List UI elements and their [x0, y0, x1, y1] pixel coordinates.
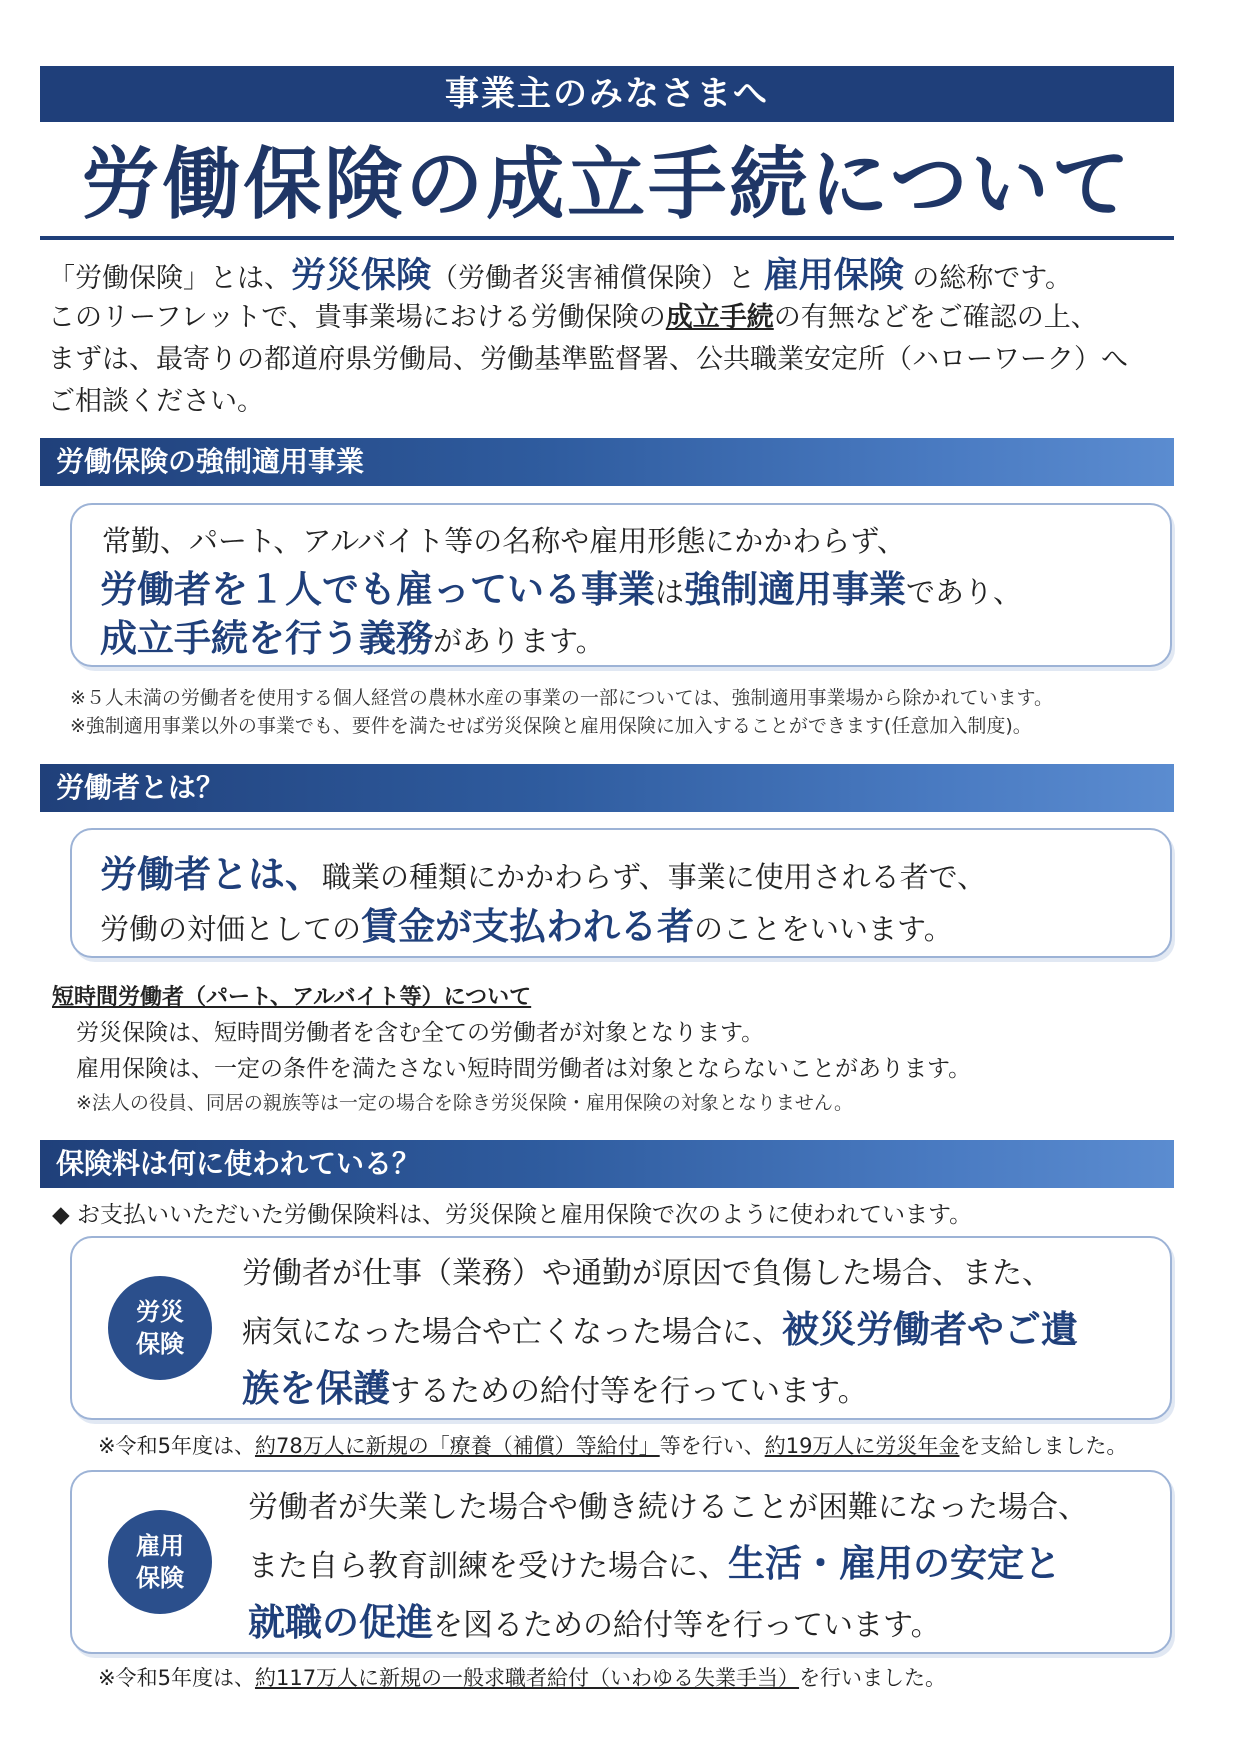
worker-text: 労働の対価としての: [100, 912, 362, 946]
badge-text: 保険: [136, 1564, 184, 1592]
koyou-description: [248, 1480, 1088, 1654]
note-text: を支給しました。: [959, 1434, 1128, 1458]
worker-definition-box: [70, 828, 1172, 958]
part-time-subheading: 短時間労働者（パート、アルバイト等）について: [52, 985, 532, 1010]
intro-text: の総称です。: [912, 263, 1073, 294]
note-underlined: 約117万人に新規の一般求職者給付（いわゆる失業手当）: [254, 1666, 800, 1690]
part-time-line-2: 雇用保険は、一定の条件を満たさない短時間労働者は対象とならないことがあります。: [76, 1056, 972, 1082]
badge-text: 労災: [136, 1298, 184, 1326]
rousai-box: [70, 1236, 1172, 1420]
rousai-description: [242, 1246, 1078, 1420]
header-banner: 事業主のみなさまへ: [40, 66, 1174, 122]
intro-line-1: [48, 255, 1178, 297]
koyou-box: [70, 1470, 1172, 1654]
compulsory-line-1: 常勤、パート、アルバイト等の名称や雇用形態にかかわらず、: [102, 524, 906, 558]
compulsory-note-1: ※５人未満の労働者を使用する個人経営の農林水産の事業の一部については、強制適用事業場から除かれています。: [70, 687, 1054, 709]
worker-text: 職業の種類にかかわらず、事業に使用される者で、: [322, 860, 987, 894]
intro-paragraph: [48, 255, 1178, 423]
note-underlined: 約78万人に新規の「療養（補償）等給付」: [254, 1434, 660, 1458]
section-heading-worker: 労働者とは？: [40, 764, 1174, 812]
koyou-emphasis: 就職の促進: [248, 1601, 433, 1644]
koyou-line-1: 労働者が失業した場合や働き続けることが困難になった場合、: [248, 1490, 1088, 1525]
intro-text: （労働者災害補償保険）と: [431, 263, 756, 294]
koyou-badge: [108, 1510, 212, 1614]
rousai-badge: [108, 1276, 212, 1380]
compulsory-text: は: [655, 575, 685, 609]
koyou-line-2: [248, 1536, 1088, 1595]
note-text: 等を行い、: [659, 1434, 765, 1458]
rousai-text: 病気になった場合や亡くなった場合に、: [242, 1315, 782, 1350]
intro-line-3: まずは、最寄りの都道府県労働局、労働基準監督署、公共職業安定所（ハローワーク）へ: [48, 344, 1128, 375]
rousai-line-1: 労働者が仕事（業務）や通勤が原因で負傷した場合、また、: [242, 1256, 1052, 1291]
rousai-note: [98, 1430, 1127, 1460]
note-underlined: 約19万人に労災年金: [764, 1434, 960, 1458]
koyou-text: また自ら教育訓練を受けた場合に、: [248, 1549, 728, 1584]
badge-text: 保険: [136, 1330, 184, 1358]
koyou-note: [98, 1662, 946, 1692]
rousai-line-2: [242, 1302, 1078, 1361]
page-title: 労働保険の成立手続について: [81, 140, 1133, 230]
title-divider: [40, 236, 1174, 240]
koyou-text: を図るための給付等を行っています。: [433, 1608, 941, 1643]
rousai-emphasis: 族を保護: [242, 1367, 390, 1410]
note-text: を行いました。: [799, 1666, 947, 1690]
worker-emphasis: 労働者とは、: [100, 853, 322, 896]
compulsory-line-3: [100, 608, 605, 662]
rousai-line-3: [242, 1361, 1078, 1420]
worker-line-2: [100, 896, 953, 950]
intro-text: の有無などをご確認の上、: [773, 302, 1098, 333]
compulsory-text: であり、: [906, 575, 1023, 609]
compulsory-emphasis: 強制適用事業: [684, 568, 907, 611]
premium-lead: ◆ お支払いいただいた労働保険料は、労災保険と雇用保険で次のように使われています。: [52, 1202, 973, 1228]
intro-text: 「労働保険」とは、: [48, 263, 291, 294]
note-text: ※令和5年度は、: [98, 1666, 255, 1690]
note-text: ※令和5年度は、: [98, 1434, 255, 1458]
koyou-emphasis: 生活・雇用の安定と: [728, 1542, 1061, 1585]
koyou-line-3: [248, 1595, 1088, 1654]
section-heading-premium-use: 保険料は何に使われている？: [40, 1140, 1174, 1188]
intro-seiritsu-emphasis: 成立手続: [665, 302, 774, 333]
intro-text: このリーフレットで、貴事業場における労働保険の: [48, 302, 666, 333]
compulsory-line-2: [100, 559, 1022, 613]
compulsory-emphasis: 成立手続を行う義務: [100, 617, 433, 660]
compulsory-emphasis: 労働者を１人でも雇っている事業: [100, 568, 655, 611]
worker-emphasis: 賃金が支払われる者: [361, 905, 695, 948]
section-heading-compulsory: 労働保険の強制適用事業: [40, 438, 1174, 486]
worker-text: のことをいいます。: [694, 912, 953, 946]
badge-text: 雇用: [136, 1532, 184, 1560]
worker-line-1: [100, 844, 986, 898]
intro-line-2: [48, 297, 1178, 339]
part-time-note: ※法人の役員、同居の親族等は一定の場合を除き労災保険・雇用保険の対象となりません。: [76, 1092, 854, 1114]
rousai-emphasis: 被災労働者やご遺: [782, 1308, 1078, 1351]
part-time-line-1: 労災保険は、短時間労働者を含む全ての労働者が対象となります。: [76, 1020, 765, 1046]
intro-line-4: ご相談ください。: [48, 386, 264, 417]
compulsory-text: があります。: [433, 624, 605, 658]
compulsory-box: [70, 503, 1172, 667]
intro-rousai-emphasis: 労災保険: [291, 256, 432, 296]
intro-koyou-emphasis: 雇用保険: [763, 256, 904, 296]
compulsory-note-2: ※強制適用事業以外の事業でも、要件を満たせば労災保険と雇用保険に加入することができます(任意加入制度)。: [70, 715, 1032, 737]
rousai-text: するための給付等を行っています。: [390, 1374, 868, 1409]
